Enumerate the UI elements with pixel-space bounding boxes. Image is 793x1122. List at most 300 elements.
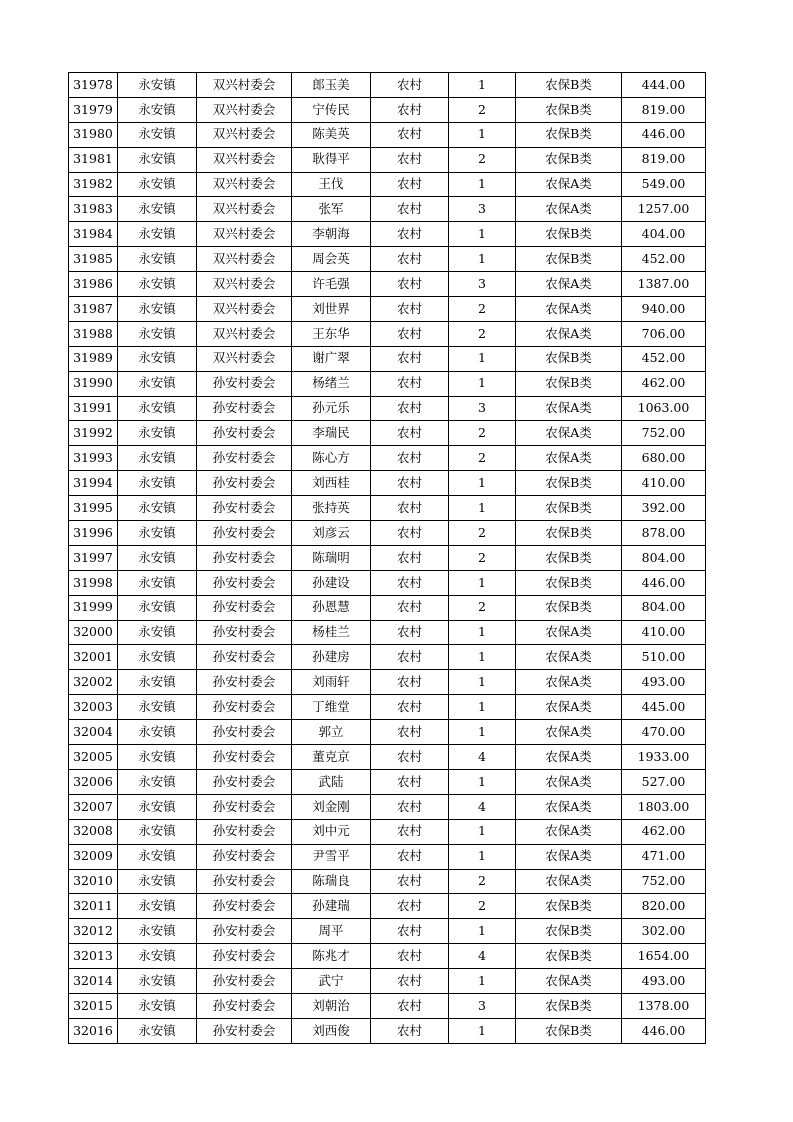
village-committee-cell: 孙安村委会 [197,545,292,570]
insurance-category-cell: 农保A类 [516,844,622,869]
table-row [69,570,706,595]
town-cell: 永安镇 [118,645,197,670]
insurance-category-cell: 农保B类 [516,545,622,570]
table-row [69,595,706,620]
village-committee-cell: 双兴村委会 [197,247,292,272]
name-cell: 陈瑞良 [292,869,371,894]
town-cell: 永安镇 [118,421,197,446]
serial-number-cell: 31996 [69,521,118,546]
name-cell: 陈美英 [292,122,371,147]
table-row [69,869,706,894]
town-cell: 永安镇 [118,73,197,98]
town-cell: 永安镇 [118,1018,197,1043]
name-cell: 宁传民 [292,97,371,122]
village-committee-cell: 孙安村委会 [197,396,292,421]
serial-number-cell: 31985 [69,247,118,272]
insurance-category-cell: 农保A类 [516,869,622,894]
name-cell: 刘彦云 [292,521,371,546]
household-size-cell: 2 [449,147,516,172]
village-committee-cell: 孙安村委会 [197,595,292,620]
table-row [69,247,706,272]
insurance-category-cell: 农保B类 [516,919,622,944]
household-size-cell: 3 [449,396,516,421]
name-cell: 刘西桂 [292,471,371,496]
amount-cell: 471.00 [622,844,706,869]
household-size-cell: 1 [449,496,516,521]
household-size-cell: 1 [449,720,516,745]
town-cell: 永安镇 [118,794,197,819]
table-row [69,944,706,969]
household-size-cell: 1 [449,695,516,720]
household-size-cell: 4 [449,794,516,819]
insurance-category-cell: 农保A类 [516,272,622,297]
serial-number-cell: 32008 [69,819,118,844]
name-cell: 董克京 [292,745,371,770]
serial-number-cell: 31992 [69,421,118,446]
amount-cell: 804.00 [622,595,706,620]
table-row [69,993,706,1018]
town-cell: 永安镇 [118,396,197,421]
household-type-cell: 农村 [371,97,449,122]
household-size-cell: 1 [449,247,516,272]
amount-cell: 493.00 [622,670,706,695]
insurance-category-cell: 农保B类 [516,73,622,98]
household-type-cell: 农村 [371,745,449,770]
amount-cell: 302.00 [622,919,706,944]
serial-number-cell: 32003 [69,695,118,720]
insurance-category-cell: 农保B类 [516,147,622,172]
amount-cell: 820.00 [622,894,706,919]
village-committee-cell: 孙安村委会 [197,919,292,944]
name-cell: 李瑞民 [292,421,371,446]
serial-number-cell: 31978 [69,73,118,98]
town-cell: 永安镇 [118,321,197,346]
insurance-category-cell: 农保A类 [516,745,622,770]
serial-number-cell: 32007 [69,794,118,819]
table-row [69,97,706,122]
serial-number-cell: 31979 [69,97,118,122]
serial-number-cell: 32005 [69,745,118,770]
data-table [68,72,706,1044]
village-committee-cell: 孙安村委会 [197,1018,292,1043]
household-type-cell: 农村 [371,993,449,1018]
household-type-cell: 农村 [371,297,449,322]
household-type-cell: 农村 [371,1018,449,1043]
village-committee-cell: 孙安村委会 [197,670,292,695]
town-cell: 永安镇 [118,496,197,521]
name-cell: 杨绪兰 [292,371,371,396]
town-cell: 永安镇 [118,620,197,645]
village-committee-cell: 孙安村委会 [197,844,292,869]
village-committee-cell: 孙安村委会 [197,521,292,546]
household-size-cell: 2 [449,595,516,620]
amount-cell: 446.00 [622,122,706,147]
village-committee-cell: 双兴村委会 [197,172,292,197]
insurance-category-cell: 农保A类 [516,769,622,794]
town-cell: 永安镇 [118,844,197,869]
insurance-category-cell: 农保A类 [516,720,622,745]
village-committee-cell: 孙安村委会 [197,944,292,969]
table-row [69,496,706,521]
insurance-category-cell: 农保A类 [516,969,622,994]
household-size-cell: 2 [449,446,516,471]
household-size-cell: 1 [449,222,516,247]
table-row [69,695,706,720]
household-type-cell: 农村 [371,73,449,98]
household-type-cell: 农村 [371,247,449,272]
insurance-category-cell: 农保B类 [516,993,622,1018]
household-size-cell: 1 [449,570,516,595]
household-type-cell: 农村 [371,720,449,745]
town-cell: 永安镇 [118,720,197,745]
household-type-cell: 农村 [371,819,449,844]
table-body [69,73,706,1044]
household-type-cell: 农村 [371,371,449,396]
table-row [69,844,706,869]
household-size-cell: 2 [449,894,516,919]
household-size-cell: 1 [449,620,516,645]
insurance-category-cell: 农保A类 [516,172,622,197]
table-row [69,222,706,247]
household-type-cell: 农村 [371,794,449,819]
household-size-cell: 1 [449,969,516,994]
name-cell: 李朝海 [292,222,371,247]
village-committee-cell: 双兴村委会 [197,272,292,297]
name-cell: 孙恩慧 [292,595,371,620]
household-size-cell: 2 [449,869,516,894]
table-row [69,794,706,819]
serial-number-cell: 31987 [69,297,118,322]
household-type-cell: 农村 [371,421,449,446]
serial-number-cell: 31998 [69,570,118,595]
name-cell: 刘朝治 [292,993,371,1018]
insurance-category-cell: 农保B类 [516,894,622,919]
table-row [69,446,706,471]
household-type-cell: 农村 [371,620,449,645]
amount-cell: 452.00 [622,346,706,371]
serial-number-cell: 31982 [69,172,118,197]
household-size-cell: 2 [449,421,516,446]
town-cell: 永安镇 [118,919,197,944]
town-cell: 永安镇 [118,297,197,322]
name-cell: 郎玉美 [292,73,371,98]
town-cell: 永安镇 [118,521,197,546]
serial-number-cell: 31990 [69,371,118,396]
amount-cell: 444.00 [622,73,706,98]
town-cell: 永安镇 [118,172,197,197]
household-type-cell: 农村 [371,446,449,471]
household-size-cell: 4 [449,745,516,770]
amount-cell: 462.00 [622,371,706,396]
name-cell: 陈瑞明 [292,545,371,570]
amount-cell: 392.00 [622,496,706,521]
household-type-cell: 农村 [371,346,449,371]
insurance-category-cell: 农保A类 [516,197,622,222]
serial-number-cell: 32011 [69,894,118,919]
insurance-category-cell: 农保B类 [516,97,622,122]
insurance-category-cell: 农保A类 [516,819,622,844]
town-cell: 永安镇 [118,122,197,147]
town-cell: 永安镇 [118,222,197,247]
serial-number-cell: 32009 [69,844,118,869]
name-cell: 张军 [292,197,371,222]
amount-cell: 470.00 [622,720,706,745]
serial-number-cell: 32000 [69,620,118,645]
household-size-cell: 1 [449,471,516,496]
insurance-category-cell: 农保B类 [516,1018,622,1043]
household-type-cell: 农村 [371,570,449,595]
insurance-category-cell: 农保B类 [516,944,622,969]
serial-number-cell: 31997 [69,545,118,570]
name-cell: 孙元乐 [292,396,371,421]
town-cell: 永安镇 [118,446,197,471]
table-row [69,297,706,322]
town-cell: 永安镇 [118,346,197,371]
insurance-category-cell: 农保B类 [516,122,622,147]
household-size-cell: 3 [449,993,516,1018]
name-cell: 武陆 [292,769,371,794]
town-cell: 永安镇 [118,695,197,720]
village-committee-cell: 孙安村委会 [197,695,292,720]
amount-cell: 493.00 [622,969,706,994]
name-cell: 陈兆才 [292,944,371,969]
village-committee-cell: 孙安村委会 [197,969,292,994]
insurance-category-cell: 农保B类 [516,496,622,521]
table-row [69,894,706,919]
town-cell: 永安镇 [118,545,197,570]
village-committee-cell: 孙安村委会 [197,819,292,844]
name-cell: 王东华 [292,321,371,346]
household-size-cell: 2 [449,297,516,322]
amount-cell: 804.00 [622,545,706,570]
household-type-cell: 农村 [371,844,449,869]
household-size-cell: 1 [449,844,516,869]
amount-cell: 527.00 [622,769,706,794]
table-row [69,969,706,994]
table-row [69,545,706,570]
household-type-cell: 农村 [371,122,449,147]
name-cell: 丁维堂 [292,695,371,720]
name-cell: 周会英 [292,247,371,272]
serial-number-cell: 32015 [69,993,118,1018]
household-type-cell: 农村 [371,197,449,222]
serial-number-cell: 31994 [69,471,118,496]
amount-cell: 706.00 [622,321,706,346]
village-committee-cell: 孙安村委会 [197,371,292,396]
name-cell: 耿得平 [292,147,371,172]
name-cell: 刘西俊 [292,1018,371,1043]
household-type-cell: 农村 [371,695,449,720]
village-committee-cell: 孙安村委会 [197,993,292,1018]
household-size-cell: 1 [449,670,516,695]
insurance-category-cell: 农保A类 [516,645,622,670]
table-row [69,521,706,546]
serial-number-cell: 31984 [69,222,118,247]
amount-cell: 819.00 [622,97,706,122]
household-type-cell: 农村 [371,496,449,521]
amount-cell: 410.00 [622,620,706,645]
serial-number-cell: 32010 [69,869,118,894]
village-committee-cell: 双兴村委会 [197,97,292,122]
name-cell: 张持英 [292,496,371,521]
table-row [69,197,706,222]
insurance-category-cell: 农保B类 [516,595,622,620]
amount-cell: 445.00 [622,695,706,720]
village-committee-cell: 双兴村委会 [197,73,292,98]
serial-number-cell: 31999 [69,595,118,620]
name-cell: 刘中元 [292,819,371,844]
insurance-category-cell: 农保A类 [516,620,622,645]
serial-number-cell: 31995 [69,496,118,521]
village-committee-cell: 孙安村委会 [197,794,292,819]
name-cell: 刘雨轩 [292,670,371,695]
table-row [69,1018,706,1043]
household-size-cell: 1 [449,819,516,844]
insurance-category-cell: 农保B类 [516,471,622,496]
amount-cell: 446.00 [622,570,706,595]
insurance-category-cell: 农保A类 [516,446,622,471]
table-row [69,73,706,98]
town-cell: 永安镇 [118,247,197,272]
village-committee-cell: 双兴村委会 [197,321,292,346]
amount-cell: 819.00 [622,147,706,172]
household-type-cell: 农村 [371,222,449,247]
household-type-cell: 农村 [371,471,449,496]
household-size-cell: 3 [449,197,516,222]
name-cell: 孙建设 [292,570,371,595]
household-type-cell: 农村 [371,147,449,172]
household-type-cell: 农村 [371,595,449,620]
town-cell: 永安镇 [118,894,197,919]
table-row [69,421,706,446]
name-cell: 武宁 [292,969,371,994]
serial-number-cell: 31986 [69,272,118,297]
village-committee-cell: 孙安村委会 [197,745,292,770]
name-cell: 尹雪平 [292,844,371,869]
table-row [69,720,706,745]
household-type-cell: 农村 [371,944,449,969]
table-row [69,670,706,695]
amount-cell: 404.00 [622,222,706,247]
household-size-cell: 2 [449,321,516,346]
town-cell: 永安镇 [118,969,197,994]
insurance-category-cell: 农保A类 [516,321,622,346]
town-cell: 永安镇 [118,993,197,1018]
name-cell: 陈心方 [292,446,371,471]
serial-number-cell: 31983 [69,197,118,222]
insurance-category-cell: 农保B类 [516,570,622,595]
name-cell: 许毛强 [292,272,371,297]
village-committee-cell: 孙安村委会 [197,720,292,745]
name-cell: 刘金刚 [292,794,371,819]
table-row [69,645,706,670]
name-cell: 谢广翠 [292,346,371,371]
town-cell: 永安镇 [118,197,197,222]
household-type-cell: 农村 [371,869,449,894]
serial-number-cell: 32014 [69,969,118,994]
insurance-category-cell: 农保A类 [516,695,622,720]
amount-cell: 549.00 [622,172,706,197]
insurance-category-cell: 农保A类 [516,794,622,819]
village-committee-cell: 孙安村委会 [197,570,292,595]
household-size-cell: 1 [449,73,516,98]
amount-cell: 410.00 [622,471,706,496]
insurance-category-cell: 农保A类 [516,421,622,446]
name-cell: 刘世界 [292,297,371,322]
village-committee-cell: 孙安村委会 [197,894,292,919]
household-size-cell: 1 [449,1018,516,1043]
insurance-category-cell: 农保B类 [516,222,622,247]
household-size-cell: 2 [449,545,516,570]
household-type-cell: 农村 [371,894,449,919]
household-size-cell: 2 [449,521,516,546]
town-cell: 永安镇 [118,944,197,969]
village-committee-cell: 孙安村委会 [197,471,292,496]
amount-cell: 1378.00 [622,993,706,1018]
name-cell: 杨桂兰 [292,620,371,645]
town-cell: 永安镇 [118,670,197,695]
insurance-category-cell: 农保A类 [516,670,622,695]
table-row [69,769,706,794]
amount-cell: 752.00 [622,869,706,894]
serial-number-cell: 31989 [69,346,118,371]
village-committee-cell: 孙安村委会 [197,421,292,446]
table-row [69,745,706,770]
serial-number-cell: 32004 [69,720,118,745]
table-row [69,172,706,197]
table-row [69,346,706,371]
household-type-cell: 农村 [371,172,449,197]
household-size-cell: 1 [449,172,516,197]
insurance-category-cell: 农保B类 [516,371,622,396]
village-committee-cell: 孙安村委会 [197,446,292,471]
serial-number-cell: 32013 [69,944,118,969]
village-committee-cell: 双兴村委会 [197,147,292,172]
household-size-cell: 1 [449,769,516,794]
table-row [69,321,706,346]
insurance-category-cell: 农保A类 [516,396,622,421]
amount-cell: 680.00 [622,446,706,471]
town-cell: 永安镇 [118,147,197,172]
village-committee-cell: 双兴村委会 [197,122,292,147]
serial-number-cell: 31993 [69,446,118,471]
table-row [69,371,706,396]
town-cell: 永安镇 [118,272,197,297]
table-row [69,471,706,496]
name-cell: 孙建瑞 [292,894,371,919]
village-committee-cell: 孙安村委会 [197,620,292,645]
town-cell: 永安镇 [118,471,197,496]
village-committee-cell: 双兴村委会 [197,297,292,322]
town-cell: 永安镇 [118,869,197,894]
household-type-cell: 农村 [371,545,449,570]
town-cell: 永安镇 [118,745,197,770]
village-committee-cell: 双兴村委会 [197,346,292,371]
town-cell: 永安镇 [118,97,197,122]
household-size-cell: 1 [449,122,516,147]
household-size-cell: 1 [449,919,516,944]
household-type-cell: 农村 [371,769,449,794]
table-row [69,620,706,645]
household-type-cell: 农村 [371,521,449,546]
amount-cell: 940.00 [622,297,706,322]
amount-cell: 462.00 [622,819,706,844]
amount-cell: 878.00 [622,521,706,546]
insurance-category-cell: 农保B类 [516,521,622,546]
amount-cell: 1063.00 [622,396,706,421]
household-type-cell: 农村 [371,272,449,297]
serial-number-cell: 32012 [69,919,118,944]
